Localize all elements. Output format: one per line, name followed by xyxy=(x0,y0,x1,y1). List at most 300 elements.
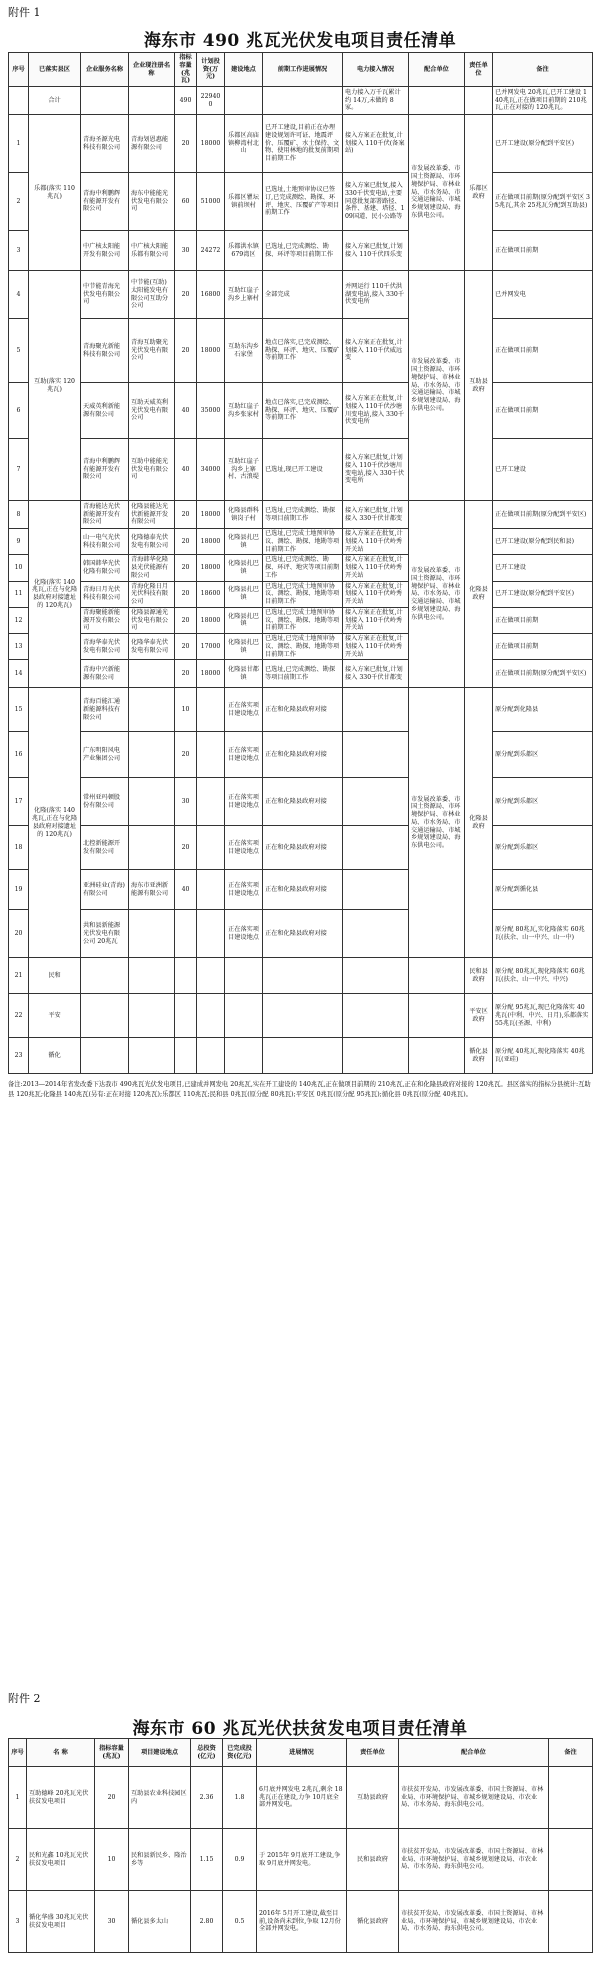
cell-reg xyxy=(129,732,175,778)
empty-cell xyxy=(225,1038,263,1074)
cell-inv: 17000 xyxy=(197,634,225,660)
table-row xyxy=(9,501,593,529)
county-cell: 循化 xyxy=(29,1038,81,1074)
annex1-table xyxy=(8,52,593,1074)
row-no: 21 xyxy=(9,958,29,994)
cell-remark: 原分配到化隆县 xyxy=(493,688,593,732)
row-no: 1 xyxy=(9,1767,27,1829)
table-row xyxy=(9,231,593,271)
cell-power xyxy=(343,870,409,910)
row-no: 16 xyxy=(9,732,29,778)
table-row xyxy=(9,115,593,173)
cell-inv: 18000 xyxy=(197,319,225,383)
total-remark: 已并网发电 20兆瓦,已开工建设 140兆瓦,正在做项目前期的 210兆瓦,正在对接的 120兆瓦。 xyxy=(493,87,593,115)
table-row xyxy=(9,529,593,555)
annex1-col-header: 指标容量(兆瓦) xyxy=(175,53,197,87)
empty-cell xyxy=(409,958,465,994)
cell-power xyxy=(343,778,409,826)
annex1-col-header: 前期工作进展情况 xyxy=(263,53,343,87)
cell-reg: 海东市亚洲新能源有限公司 xyxy=(129,870,175,910)
cell-inv: 18000 xyxy=(197,660,225,688)
table-row xyxy=(9,1767,593,1829)
cell-company: 中广核太阳能开发有限公司 xyxy=(81,231,129,271)
cell-reg: 化隆华泰光伏发电有限公司 xyxy=(129,634,175,660)
cell-remark: 原分配 95兆瓦,现已化隆落实 40兆瓦(中利、中兴、日月),乐都落实 55兆瓦(圣源、中利) xyxy=(493,994,593,1038)
cell-name: 循化华盛 30兆瓦光伏扶贫发电项目 xyxy=(27,1891,95,1953)
annex2-col-header: 责任单位 xyxy=(347,1739,399,1767)
cell-cap: 20 xyxy=(175,529,197,555)
cell-coop: 市扶贫开发局、市发展改革委、市国土资源局、市林业局、市环境保护局、市城乡规划建设局、市农业局、市水务局、海东供电公司。 xyxy=(399,1829,549,1891)
cell-progress: 已选址,已完成测绘、勘探、环评等项目前期工作 xyxy=(263,231,343,271)
cell-resp: 互助县政府 xyxy=(347,1767,399,1829)
cell-done: 0.5 xyxy=(223,1891,257,1953)
cell-inv: 1.15 xyxy=(191,1829,223,1891)
table-row xyxy=(9,439,593,501)
coop-cell: 市发展改革委、市国土资源局、市环境保护局、市林业局、市水务局、市交通运输局、市城乡规划建设局、海东供电公司。 xyxy=(409,271,465,501)
cell-site: 化隆县扎巴镇 xyxy=(225,555,263,581)
row-no: 3 xyxy=(9,1891,27,1953)
cell-cap: 30 xyxy=(95,1891,129,1953)
row-no: 4 xyxy=(9,271,29,319)
cell-cap: 20 xyxy=(175,826,197,870)
row-no: 1 xyxy=(9,115,29,173)
cell-remark: 已开工建设(原分配到民和县) xyxy=(493,529,593,555)
empty-cell xyxy=(81,994,129,1038)
annex2-body xyxy=(9,1767,593,1953)
cell-site: 乐都区瞿坛镇前坝村 xyxy=(225,173,263,231)
table-row xyxy=(9,173,593,231)
cell-company: 青海中利鹏辉有能源开发有限公司 xyxy=(81,439,129,501)
cell-power xyxy=(343,732,409,778)
total-row xyxy=(9,87,593,115)
cell-cap: 20 xyxy=(175,732,197,778)
table-row xyxy=(9,634,593,660)
cell-site: 化隆县扎巴镇 xyxy=(225,581,263,607)
cell-reg xyxy=(129,688,175,732)
annex1-col-header: 企业现注册名称 xyxy=(129,53,175,87)
cell-progress: 正在和化隆县政府对接 xyxy=(263,732,343,778)
cell-cap: 20 xyxy=(175,501,197,529)
cell-progress: 已选址,已完成土地预审协议、测绘、勘探、地勘等项目前期工作 xyxy=(263,634,343,660)
cell-cap: 30 xyxy=(175,778,197,826)
empty-cell xyxy=(81,1038,129,1074)
cell-site: 正在落实项目建设地点 xyxy=(225,778,263,826)
cell-progress: 正在和化隆县政府对接 xyxy=(263,870,343,910)
empty-cell xyxy=(225,958,263,994)
annex1-col-header: 配合单位 xyxy=(409,53,465,87)
cell-inv: 2.80 xyxy=(191,1891,223,1953)
cell-cap: 20 xyxy=(175,607,197,633)
cell-cap: 20 xyxy=(175,319,197,383)
cell-progress: 地点已落实,已完成测绘、勘探、环评、地灾、压覆矿等前期工作 xyxy=(263,383,343,439)
cell-reg: 中广核大阳能乐都有限公司 xyxy=(129,231,175,271)
cell-site: 互助东沟乡石家堡 xyxy=(225,319,263,383)
cell-site: 互助红崖子沟乡上寨村、古浪堤 xyxy=(225,439,263,501)
cell-inv: 18000 xyxy=(197,501,225,529)
coop-cell: 市发展改革委、市国土资源局、市环境保护局、市林业局、市水务局、市交通运输局、市城乡规划建设局、海东供电公司。 xyxy=(409,501,465,688)
table-row xyxy=(9,958,593,994)
annex1-col-header: 备注 xyxy=(493,53,593,87)
cell-progress: 已选址,已完成土地预审协议、测绘、勘探、地勘等项目前期工作 xyxy=(263,607,343,633)
empty-cell xyxy=(175,994,197,1038)
resp-cell: 乐都区政府 xyxy=(465,115,493,271)
annex2-table xyxy=(8,1738,593,1953)
cell-remark: 正在做项目前期(原分配到平安区 35兆瓦,其余 25兆瓦分配到互助县) xyxy=(493,173,593,231)
empty-cell xyxy=(129,1038,175,1074)
cell-power xyxy=(343,688,409,732)
cell-site: 民和县新民乡、隆治乡等 xyxy=(129,1829,191,1891)
cell-company: 天威英利新能源有限公司 xyxy=(81,383,129,439)
cell-progress: 已选址,现已开工建设 xyxy=(263,439,343,501)
cell-power: 接入方案正在批复,计划接入 110千伏沙塘川变电站,接入 330千伏变电所 xyxy=(343,383,409,439)
annex2-header xyxy=(8,1690,592,1739)
cell-inv xyxy=(197,688,225,732)
annex1-table-wrap xyxy=(8,52,592,1100)
cell-power: 接入方案正在批复,计划接入 110千伏岭秀开关站 xyxy=(343,634,409,660)
cell-reg: 青海互助聚光光伏发电有限公司 xyxy=(129,319,175,383)
cell-site: 化隆县群科镇岗子村 xyxy=(225,501,263,529)
cell-site: 正在落实项目建设地点 xyxy=(225,870,263,910)
cell-progress: 6月底并网发电 2兆瓦,剩余 18兆瓦正在建设,力争 10月底全部并网发电。 xyxy=(257,1767,347,1829)
cell-site: 化隆县扎巴镇 xyxy=(225,529,263,555)
resp-cell: 平安区政府 xyxy=(465,994,493,1038)
cell-reg: 青海化隆日月光伏科技有限公司 xyxy=(129,581,175,607)
table-row xyxy=(9,778,593,826)
cell-reg: 互助中能能光伏发电有限公司 xyxy=(129,439,175,501)
cell-reg xyxy=(129,778,175,826)
table-row xyxy=(9,994,593,1038)
annex2-col-header: 指标容量(兆瓦) xyxy=(95,1739,129,1767)
table-row xyxy=(9,1038,593,1074)
cell-progress: 已选址,已完成土地预审协议、测绘、勘探、地勘等项目前期工作 xyxy=(263,581,343,607)
empty-cell xyxy=(175,1038,197,1074)
cell-power: 接入方案正在批复,计划接入 110千伏威远变 xyxy=(343,319,409,383)
row-no: 2 xyxy=(9,1829,27,1891)
resp-cell: 化隆县政府 xyxy=(465,501,493,688)
table-row xyxy=(9,1891,593,1953)
cell-progress: 正在和化隆县政府对接 xyxy=(263,910,343,958)
cell-power xyxy=(343,910,409,958)
cell-company: 广东明阳风电产业集团公司 xyxy=(81,732,129,778)
cell-remark: 正在做项目前期(原分配到平安区) xyxy=(493,501,593,529)
annex1-body xyxy=(9,87,593,1074)
cell-remark: 正在做项目前期 xyxy=(493,383,593,439)
cell-power: 接入方案正在批复,计划接入 110千伏(备案站) xyxy=(343,115,409,173)
cell-company: 青海聚光新能科技有限公司 xyxy=(81,319,129,383)
cell-remark: 正在做项目前期 xyxy=(493,634,593,660)
annex1-header xyxy=(8,4,592,51)
cell-site: 循化县多太山 xyxy=(129,1891,191,1953)
cell-cap: 20 xyxy=(175,581,197,607)
resp-cell: 循化县政府 xyxy=(465,1038,493,1074)
coop-cell: 市发展改革委、市国土资源局、市环境保护局、市林业局、市水务局、市交通运输局、市城乡规划建设局、海东供电公司。 xyxy=(409,115,465,271)
cell-reg: 化隆县能达光伏新能源开发有限公司 xyxy=(129,501,175,529)
cell-site: 正在落实项目建设地点 xyxy=(225,732,263,778)
cell-inv: 18000 xyxy=(197,607,225,633)
cell-power xyxy=(343,826,409,870)
cell-reg xyxy=(129,826,175,870)
table-row xyxy=(9,826,593,870)
annex2-col-header: 进展情况 xyxy=(257,1739,347,1767)
total-power: 电力接入万千瓦累计约 14万,未做的 8家。 xyxy=(343,87,409,115)
cell-inv: 34000 xyxy=(197,439,225,501)
empty-cell xyxy=(197,994,225,1038)
cell-power: 接入方案已批复,计划接入 330千伏甘都变 xyxy=(343,660,409,688)
empty-cell xyxy=(409,1038,465,1074)
cell-company: 青海百能汇通新能源科技有限公司 xyxy=(81,688,129,732)
table-row xyxy=(9,688,593,732)
total-investment: 229400 xyxy=(197,87,225,115)
resp-cell: 民和县政府 xyxy=(465,958,493,994)
cell-site: 化隆县扎巴镇 xyxy=(225,634,263,660)
empty-cell xyxy=(263,958,343,994)
coop-cell: 市发展改革委、市国土资源局、市环境保护局、市林业局、市水务局、市交通运输局、市城乡规划建设局、海东供电公司。 xyxy=(409,688,465,958)
county-cell: 乐都(落实 110兆瓦) xyxy=(29,115,81,271)
annex1-col-header: 计划投资(万元) xyxy=(197,53,225,87)
empty-cell xyxy=(129,994,175,1038)
row-no: 11 xyxy=(9,581,29,607)
cell-inv: 16800 xyxy=(197,271,225,319)
annex2-col-header: 名 称 xyxy=(27,1739,95,1767)
annex2-title: 海东市 60 兆瓦光伏扶贫发电项目责任清单 xyxy=(132,1719,468,1739)
cell-site: 化隆县扎巴镇 xyxy=(225,607,263,633)
cell-progress: 已选址,已完成测绘、勘探等项目前期工作 xyxy=(263,660,343,688)
cell-company: 山一电气光伏科技有限公司 xyxy=(81,529,129,555)
county-cell: 化隆(落实 140兆瓦,正在与化隆县政府对接遗址的 120兆瓦) xyxy=(29,501,81,688)
cell-inv: 18000 xyxy=(197,115,225,173)
cell-power: 接入方案已批复,计划接入 110千伏四乐变 xyxy=(343,231,409,271)
cell-cap: 40 xyxy=(175,439,197,501)
table-row xyxy=(9,870,593,910)
empty-cell xyxy=(129,958,175,994)
cell-remark: 已并网发电 xyxy=(493,271,593,319)
cell-remark: 原分配 80兆瓦,现化隆落实 60兆瓦(扶余、山一中兴、中兴) xyxy=(493,958,593,994)
cell-inv xyxy=(197,826,225,870)
cell-progress: 已选址,已完成测绘、勘探等项目前期工作 xyxy=(263,501,343,529)
cell-site: 乐都洪水镇 679湾区 xyxy=(225,231,263,271)
cell-company: 青海圣源光电科技有限公司 xyxy=(81,115,129,173)
annex2-col-header: 已完成投资(亿元) xyxy=(223,1739,257,1767)
county-cell: 平安 xyxy=(29,994,81,1038)
annex2-col-header: 配合单位 xyxy=(399,1739,549,1767)
row-no: 15 xyxy=(9,688,29,732)
total-no xyxy=(9,87,29,115)
cell-progress: 2016年 5月开工建设,截至目前,设备尚未到位,争取 12月份全部并网发电。 xyxy=(257,1891,347,1953)
cell-remark: 正在做项目前期 xyxy=(493,231,593,271)
empty-cell xyxy=(263,994,343,1038)
cell-remark: 正在做项目前期 xyxy=(493,607,593,633)
cell-company: 韩国韩华光伏化隆有限公司 xyxy=(81,555,129,581)
cell-remark: 正在做项目前期 xyxy=(493,319,593,383)
empty-cell xyxy=(225,994,263,1038)
cell-cap: 20 xyxy=(175,555,197,581)
annex1-note: 备注:2013—2014年省发改委下达我市 490兆瓦光伏发电项目,已建成并网发电 20兆瓦,实在开工建设的 140兆瓦,正在做项目前期的 210兆瓦,正在和化隆县政府对接的 120兆瓦。县区落实的指标分县统计:互助县 120兆瓦;化隆县 140兆瓦(另有:正在对接 120兆瓦);乐都区 110兆瓦;民和县 0兆瓦(原分配 80兆瓦);平安区 0兆瓦(原分配 95兆瓦);循化县 0兆瓦(原分配 40兆瓦)。 xyxy=(8,1081,591,1098)
cell-progress: 已选址,已完成土地预审协议、测绘、勘探、地勘等项目前期工作 xyxy=(263,529,343,555)
row-no: 14 xyxy=(9,660,29,688)
cell-site: 互助红崖子沟乡上寨村 xyxy=(225,271,263,319)
empty-cell xyxy=(175,958,197,994)
cell-site: 互助县农业科技园区内 xyxy=(129,1767,191,1829)
table-row xyxy=(9,271,593,319)
cell-cap: 40 xyxy=(175,870,197,910)
row-no: 13 xyxy=(9,634,29,660)
cell-power: 接入方案正在批复,计划接入 110千伏岭秀开关站 xyxy=(343,581,409,607)
empty-cell xyxy=(197,958,225,994)
row-no: 12 xyxy=(9,607,29,633)
annex2-label: 附件 2 xyxy=(8,1692,41,1705)
cell-inv xyxy=(197,732,225,778)
cell-resp: 民和县政府 xyxy=(347,1829,399,1891)
cell-inv xyxy=(197,778,225,826)
cell-name: 互助德峰 20兆瓦光伏扶贫发电项目 xyxy=(27,1767,95,1829)
row-no: 18 xyxy=(9,826,29,870)
cell-progress: 正在和化隆县政府对接 xyxy=(263,778,343,826)
empty-cell xyxy=(343,994,409,1038)
cell-progress: 于 2015年 9月底开工建设,争取 9月底并网发电。 xyxy=(257,1829,347,1891)
cell-site: 乐都区高庙镇柳湾村北山 xyxy=(225,115,263,173)
cell-done: 0.9 xyxy=(223,1829,257,1891)
cell-cap: 60 xyxy=(175,173,197,231)
cell-remark: 原分配到循化县 xyxy=(493,870,593,910)
annex1-col-header: 企业服务名称 xyxy=(81,53,129,87)
cell-site: 化隆县甘都镇 xyxy=(225,660,263,688)
annex1-col-header: 建设地点 xyxy=(225,53,263,87)
empty-cell xyxy=(263,1038,343,1074)
cell-reg: 青海韩华化隆县光伏能源有限公司 xyxy=(129,555,175,581)
cell-progress: 已选址,已完成测绘、勘探、环评、地灾等项目前期工作 xyxy=(263,555,343,581)
cell-remark: 已开工建设 xyxy=(493,555,593,581)
row-no: 7 xyxy=(9,439,29,501)
total-capacity: 490 xyxy=(175,87,197,115)
row-no: 8 xyxy=(9,501,29,529)
cell-inv: 2.36 xyxy=(191,1767,223,1829)
cell-cap: 30 xyxy=(175,231,197,271)
cell-inv: 35000 xyxy=(197,383,225,439)
empty-cell xyxy=(81,958,129,994)
cell-inv: 18000 xyxy=(197,529,225,555)
row-no: 2 xyxy=(9,173,29,231)
cell-remark: 原分配 40兆瓦,现化隆落实 40兆瓦(亚硅) xyxy=(493,1038,593,1074)
table-row xyxy=(9,383,593,439)
cell-reg: 互助天威英利光伏发电有限公司 xyxy=(129,383,175,439)
table-row xyxy=(9,732,593,778)
row-no: 10 xyxy=(9,555,29,581)
cell-cap: 10 xyxy=(175,688,197,732)
cell-coop: 市扶贫开发局、市发展改革委、市国土资源局、市林业局、市环境保护局、市城乡规划建设局、市农业局、市水务局、海东供电公司。 xyxy=(399,1891,549,1953)
table-row xyxy=(9,581,593,607)
annex2-table-wrap xyxy=(8,1738,592,1953)
total-label: 合计 xyxy=(29,87,81,115)
empty-cell xyxy=(343,1038,409,1074)
cell-resp: 循化县政府 xyxy=(347,1891,399,1953)
cell-site: 正在落实项目建设地点 xyxy=(225,688,263,732)
cell-inv: 18000 xyxy=(197,555,225,581)
cell-remark xyxy=(549,1829,593,1891)
cell-remark: 原分配 80兆瓦,实化隆落实 60兆瓦(扶余、山一中兴、山一中) xyxy=(493,910,593,958)
cell-site: 互助红崖子沟乡张家村 xyxy=(225,383,263,439)
cell-power: 接入方案已批复,计划接入 110千伏沙塘川变电站,接入 330千伏变电所 xyxy=(343,439,409,501)
cell-power: 接入方案正在批复,计划接入 110千伏岭秀开关站 xyxy=(343,555,409,581)
annex1-col-header: 已落实县区 xyxy=(29,53,81,87)
cell-remark: 正在做项目前期(原分配到平安区) xyxy=(493,660,593,688)
empty-cell xyxy=(409,994,465,1038)
cell-inv: 24272 xyxy=(197,231,225,271)
table-row xyxy=(9,607,593,633)
row-no: 9 xyxy=(9,529,29,555)
cell-progress: 全部完成 xyxy=(263,271,343,319)
cell-company: 共和县新能源光伏发电有限公司 20兆瓦 xyxy=(81,910,129,958)
cell-reg: 青海划恩惠能源有限公司 xyxy=(129,115,175,173)
cell-coop: 市扶贫开发局、市发展改革委、市国土资源局、市林业局、市环境保护局、市城乡规划建设局、市农业局、市水务局、海东供电公司。 xyxy=(399,1767,549,1829)
annex2-col-header: 备注 xyxy=(549,1739,593,1767)
cell-inv: 51000 xyxy=(197,173,225,231)
cell-company: 青海中兴新能源有限公司 xyxy=(81,660,129,688)
row-no: 19 xyxy=(9,870,29,910)
row-no: 22 xyxy=(9,994,29,1038)
cell-company: 中节能青海光伏发电有限公司 xyxy=(81,271,129,319)
annex1-title: 海东市 490 兆瓦光伏发电项目责任清单 xyxy=(143,31,457,51)
cell-company: 青海中利鹏辉有能源开发有限公司 xyxy=(81,173,129,231)
county-cell: 民和 xyxy=(29,958,81,994)
table-row xyxy=(9,660,593,688)
cell-remark: 原分配到乐都区 xyxy=(493,732,593,778)
cell-progress: 已选址,土地预审协议已签订,已完成测绘、勘探、环评、地灾、压覆矿产等项目前期工作 xyxy=(263,173,343,231)
cell-company: 亚洲硅业(青海)有限公司 xyxy=(81,870,129,910)
cell-inv: 18600 xyxy=(197,581,225,607)
cell-company: 青海聚能新能源开发有限公司 xyxy=(81,607,129,633)
empty-cell xyxy=(197,1038,225,1074)
cell-progress: 已开工建设,目前正在办理建设规划许可证、地震评价、压覆矿、水土保持、文物、使用林地的批复前期项目前期工作 xyxy=(263,115,343,173)
cell-power: 接入方案正在批复,计划接入 110千伏岭秀开关站 xyxy=(343,529,409,555)
cell-inv xyxy=(197,910,225,958)
cell-done: 1.8 xyxy=(223,1767,257,1829)
resp-cell: 互助县政府 xyxy=(465,271,493,501)
cell-company: 青海日月光伏科技有限公司 xyxy=(81,581,129,607)
cell-reg xyxy=(129,910,175,958)
county-cell: 互助(落实 120兆瓦) xyxy=(29,271,81,501)
table-row xyxy=(9,1829,593,1891)
cell-power: 接入方案已批复,接入 330千伏变电站,主要同意批复部署路径、条件、基建、塔径、109国道、民小公路等 xyxy=(343,173,409,231)
cell-remark: 原分配到乐都区 xyxy=(493,778,593,826)
annex1-col-header: 责任单位 xyxy=(465,53,493,87)
cell-inv xyxy=(197,870,225,910)
cell-power: 接入方案已批复,计划接入 330千伏甘都变 xyxy=(343,501,409,529)
cell-cap xyxy=(175,910,197,958)
cell-remark xyxy=(549,1767,593,1829)
cell-remark: 已开工建设(原分配到平安区) xyxy=(493,115,593,173)
cell-company: 青海华泰光伏发电有限公司 xyxy=(81,634,129,660)
cell-remark: 已开工建设(原分配到平安区) xyxy=(493,581,593,607)
cell-name: 民和光鑫 10兆瓦光伏扶贫发电项目 xyxy=(27,1829,95,1891)
cell-company: 青海能达光伏新能源开发有限公司 xyxy=(81,501,129,529)
table-row xyxy=(9,555,593,581)
cell-cap: 40 xyxy=(175,383,197,439)
cell-reg: 化隆县源通光伏发电有限公司 xyxy=(129,607,175,633)
row-no: 5 xyxy=(9,319,29,383)
annex1-col-header: 电力接入情况 xyxy=(343,53,409,87)
cell-remark: 已开工建设 xyxy=(493,439,593,501)
county-cell: 化隆(落实 140兆瓦,正在与化隆县政府对接遗址的 120兆瓦) xyxy=(29,688,81,958)
empty-cell xyxy=(343,958,409,994)
cell-reg: 中节能(互助)太阳能发电有限公司互助分公司 xyxy=(129,271,175,319)
annex2-col-header: 序号 xyxy=(9,1739,27,1767)
table-row xyxy=(9,319,593,383)
annex1-header-row xyxy=(9,53,593,87)
cell-remark xyxy=(549,1891,593,1953)
cell-power: 接入方案正在批复,计划接入 110千伏岭秀开关站 xyxy=(343,607,409,633)
cell-company: 常州亚玛顿股份有限公司 xyxy=(81,778,129,826)
annex2-col-header: 项目建设地点 xyxy=(129,1739,191,1767)
